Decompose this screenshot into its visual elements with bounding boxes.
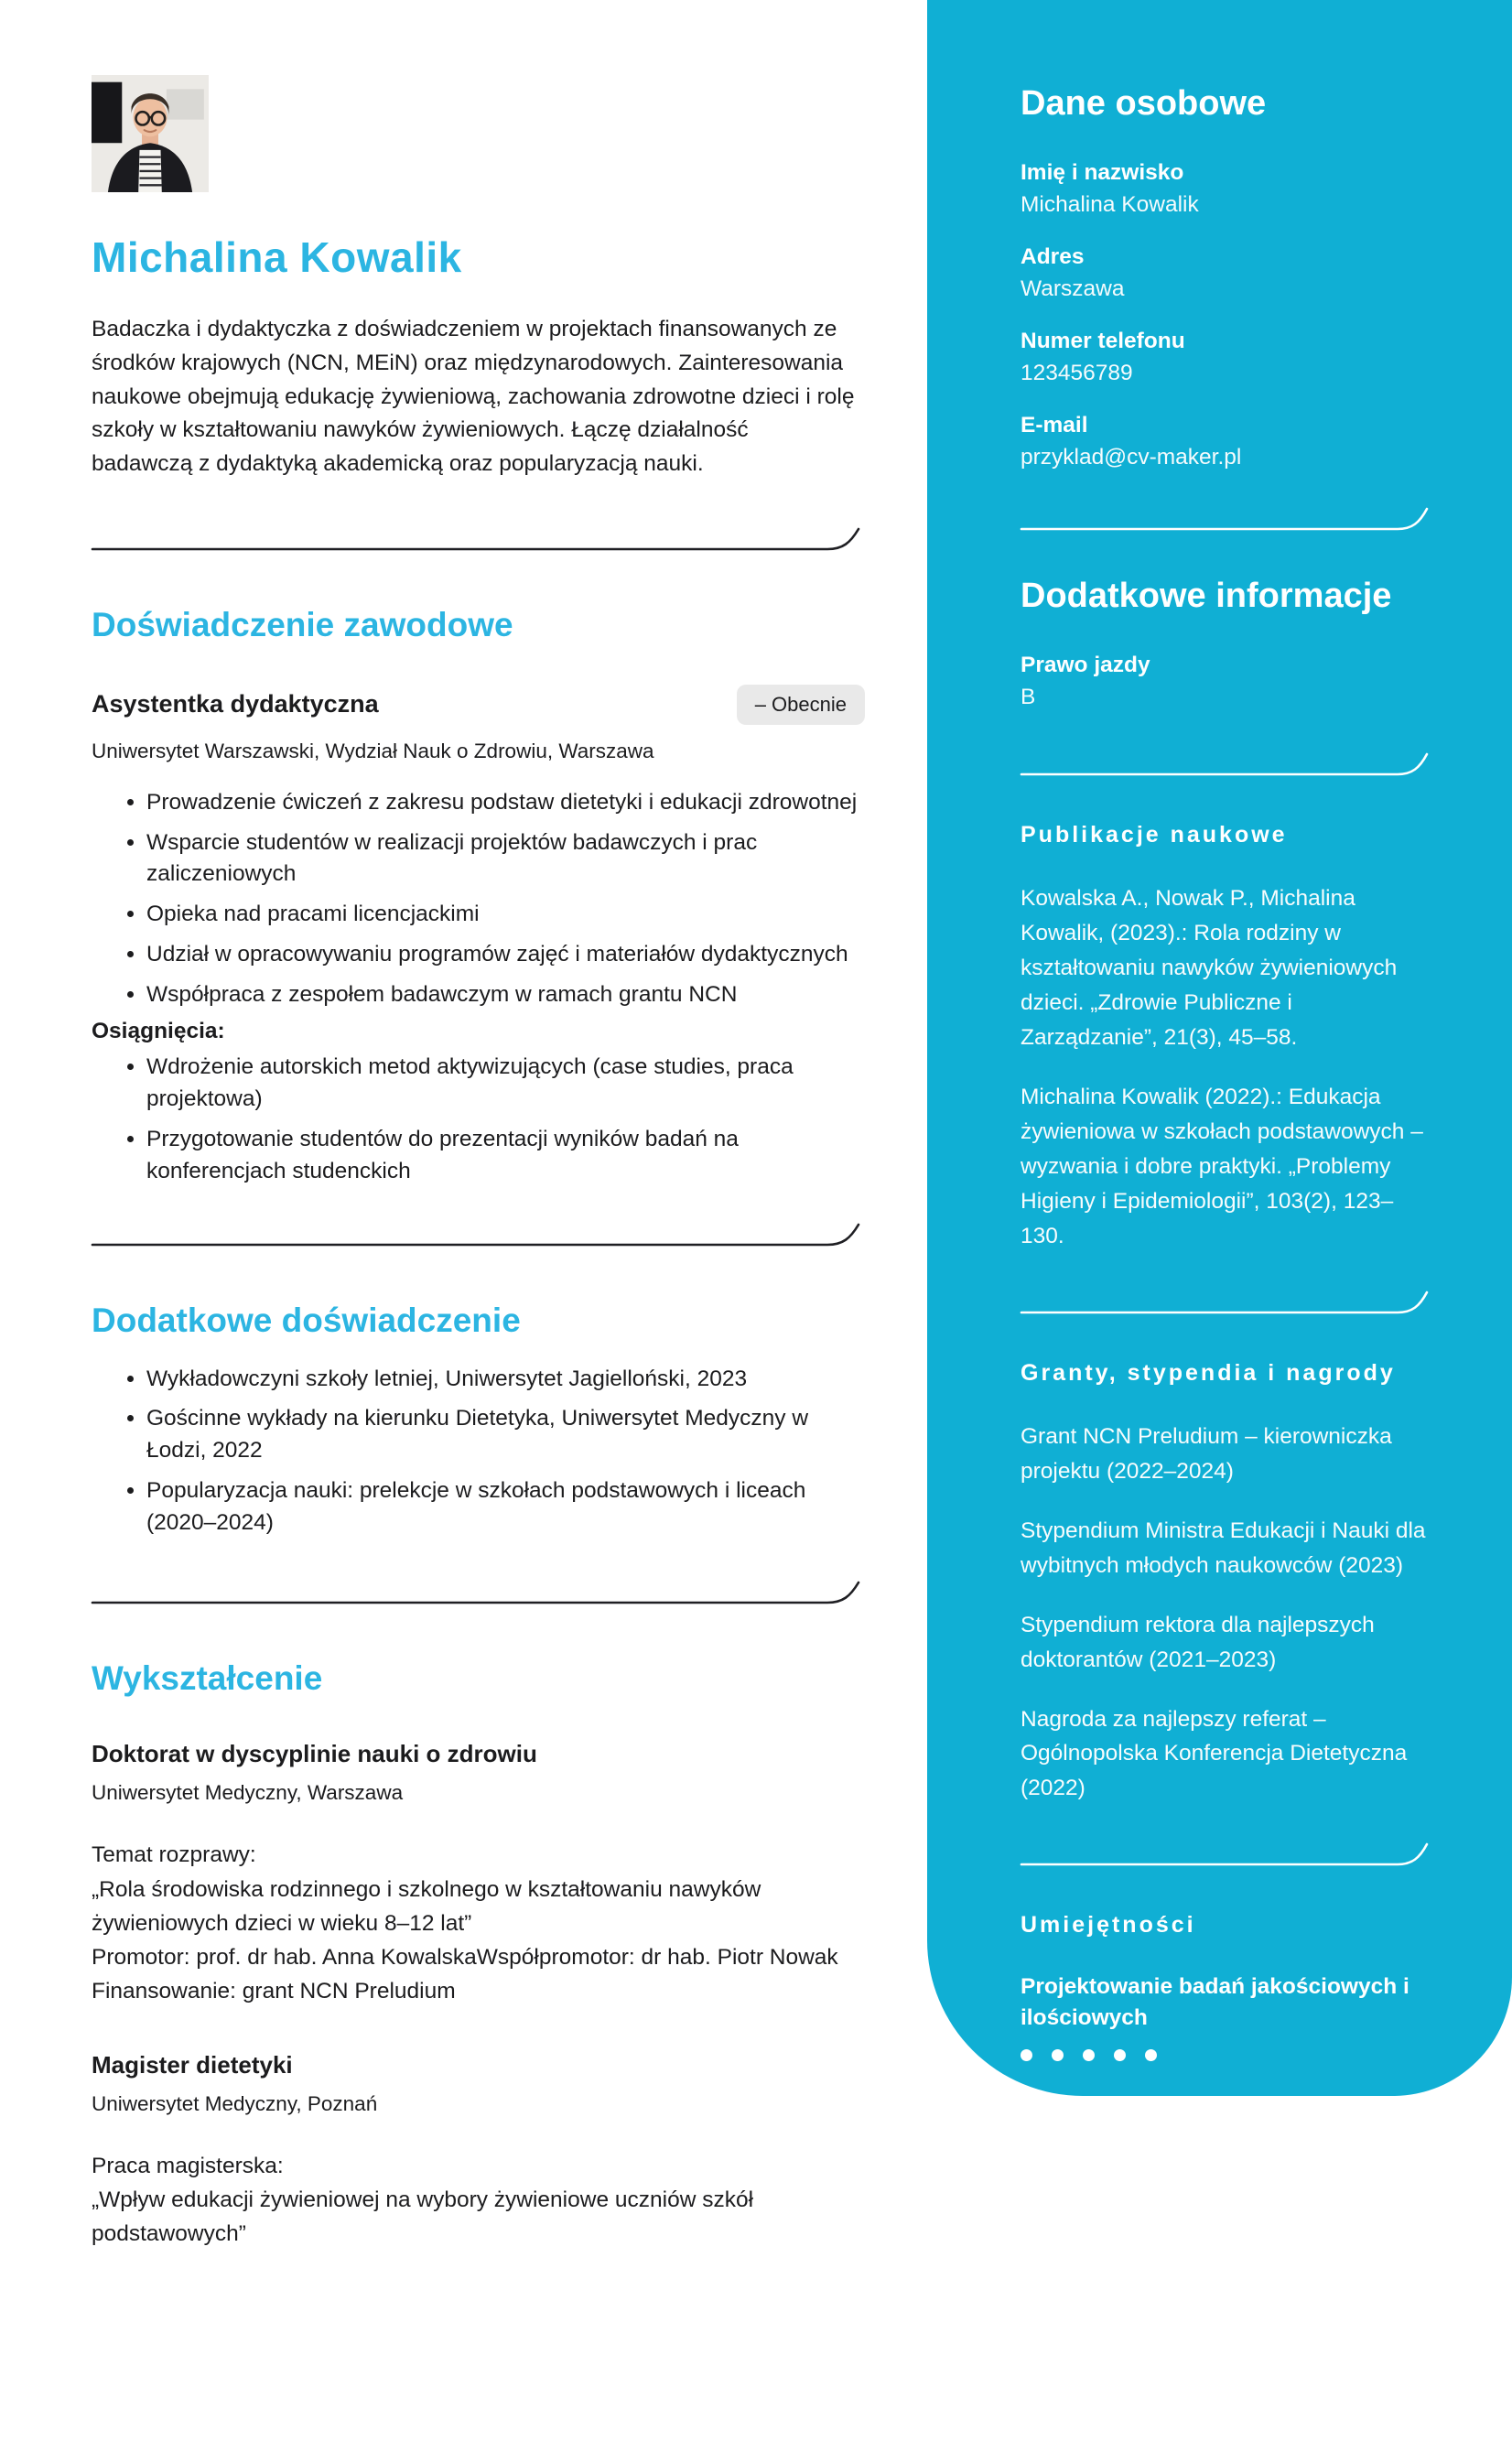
detail-line: Promotor: prof. dr hab. Anna KowalskaWspółpromotor: dr hab. Piotr Nowak [92, 1945, 838, 1971]
detail-line: „Wpływ edukacji żywieniowej na wybory żywieniowe uczniów szkół podstawowych” [92, 2187, 754, 2247]
grant-item: Grant NCN Preludium – kierowniczka projektu (2022–2024) [1021, 1423, 1392, 1484]
rating-dot-filled [1021, 2225, 1032, 2237]
section-divider [92, 1581, 865, 1604]
section-divider [92, 1223, 865, 1247]
rating-dot-filled [1304, 2363, 1316, 2375]
degree-details [92, 1838, 855, 2008]
sidebar-title-grants: Granty, stypendia i nagrody [1021, 1359, 1396, 1386]
rating-dot-filled [1392, 2363, 1404, 2375]
field-label: Prawo jazdy [1021, 653, 1150, 677]
sidebar-title-personal: Dane osobowe [1021, 84, 1267, 123]
detail-line: Finansowanie: grant NCN Preludium [92, 1979, 456, 2004]
rating-dot-filled [1304, 2420, 1316, 2432]
detail-line: Praca magisterska: [92, 2153, 284, 2178]
rating-dot-filled [1145, 2049, 1157, 2061]
section-title-experience: Doświadczenie zawodowe [92, 605, 513, 643]
list-item: • Prowadzenie ćwiczeń z zakresu podstaw dietetyki i edukacji zdrowotnej [146, 787, 865, 819]
field-value: B [1021, 685, 1036, 709]
detail-line: „Rola środowiska rodzinnego i szkolnego w kształtowaniu nawyków żywieniowych dzieci w wieku 8–12 lat” [92, 1876, 761, 1936]
sidebar-title-skills: Umiejętności [1021, 1912, 1196, 1939]
rating-dot-filled [1334, 2363, 1345, 2375]
rating-dot-filled [1145, 2312, 1157, 2324]
field-label: Adres [1021, 244, 1085, 269]
rating-dot-filled [1021, 2137, 1032, 2149]
grant-item: Stypendium rektora dla najlepszych doktorantów (2021–2023) [1021, 1612, 1375, 1672]
list-item: • Przygotowanie studentów do prezentacji wyników badań na konferencjach studenckich [146, 1124, 865, 1188]
profile-photo [92, 75, 209, 192]
list-item: • Wsparcie studentów w realizacji projektów badawczych i prac zaliczeniowych [146, 827, 865, 891]
list-item: • Opieka nad pracami licencjackimi [146, 899, 865, 931]
list-item: • Gościnne wykłady na kierunku Dietetyka, Uniwersytet Medyczny w Łodzi, 2022 [146, 1403, 865, 1467]
skill-rating-dots [1021, 2137, 1433, 2149]
profile-summary: Badaczka i dydaktyczka z doświadczeniem w projektach finansowanych ze środków krajowych (NCN, MEiN) oraz międzynarodowych. Zainteresowania naukowe obejmują edukację żywieniową, zachowania zdrowotne dzieci i rolę szkoły w kształtowaniu nawyków żywieniowych. Łączę działalność badawczą z dydaktyką akademicką oraz popularyzacją nauki. [92, 317, 855, 476]
list-item: • Wdrożenie autorskich metod aktywizujących (case studies, praca projektowa) [146, 1052, 865, 1116]
skill-item [1021, 2266, 1433, 2325]
rating-dot-filled [1052, 2225, 1064, 2237]
rating-dot-filled [1145, 2225, 1157, 2237]
rating-dot-filled [1083, 2049, 1095, 2061]
rating-dot-filled [1363, 2363, 1375, 2375]
sidebar-title-publications: Publikacje naukowe [1021, 822, 1288, 848]
skill-name: Recenzowanie prac studenckich [1021, 2268, 1366, 2294]
degree-title: Doktorat w dyscyplinie nauki o zdrowiu [92, 1740, 537, 1768]
skill-rating-dots [1021, 2225, 1433, 2237]
detail-line: Temat rozprawy: [92, 1842, 256, 1868]
achievements-label: Osiągnięcia: [92, 1019, 225, 1044]
personal-field [1021, 413, 1433, 470]
achievements-bullet-list [92, 1052, 865, 1187]
skill-rating-dots [1304, 2363, 1433, 2375]
rating-dot-filled [1421, 2420, 1433, 2432]
skill-rating-dots [1021, 2049, 1433, 2061]
sidebar-divider [1021, 1842, 1433, 1866]
skill-rating-dots [1021, 2312, 1433, 2324]
rating-dot-filled [1114, 2049, 1126, 2061]
sidebar-divider [1021, 752, 1433, 776]
section-title-additional-experience: Dodatkowe doświadczenie [92, 1301, 521, 1339]
skill-item [1021, 2090, 1433, 2149]
list-item: • Popularyzacja nauki: prelekcje w szkołach podstawowych i liceach (2020–2024) [146, 1475, 865, 1539]
sidebar [927, 0, 1512, 2438]
profile-photo-illustration [92, 75, 209, 192]
rating-dot-filled [1145, 2137, 1157, 2149]
field-value: Warszawa [1021, 276, 1125, 301]
skill-name: Projektowanie badań jakościowych i ilościowych [1021, 1974, 1409, 2031]
degree-school: Uniwersytet Medyczny, Poznań [92, 2091, 378, 2115]
list-item: • Współpraca z zespołem badawczym w ramach grantu NCN [146, 979, 865, 1011]
publication-item: Kowalska A., Nowak P., Michalina Kowalik, (2023).: Rola rodziny w kształtowaniu nawyków żywieniowych dzieci. „Zdrowie Publiczne i Zarządzanie”, 21(3), 45–58. [1021, 886, 1398, 1050]
field-value: Michalina Kowalik [1021, 192, 1199, 217]
skill-item [1021, 2410, 1433, 2441]
education-entry [92, 1740, 865, 2008]
additional-info-fields [1021, 653, 1433, 710]
field-label: Imię i nazwisko [1021, 160, 1184, 185]
rating-dot-filled [1052, 2137, 1064, 2149]
job-organization: Uniwersytet Warszawski, Wydział Nauk o Zdrowiu, Warszawa [92, 739, 654, 762]
job-header-row [92, 685, 865, 725]
grant-item: Nagroda za najlepszy referat – Ogólnopolska Konferencja Dietetyczna (2022) [1021, 1706, 1408, 1801]
rating-dot-filled [1421, 2363, 1433, 2375]
field-label: Numer telefonu [1021, 329, 1185, 353]
personal-field [1021, 329, 1433, 386]
list-item: • Wykładowczyni szkoły letniej, Uniwersytet Jagielloński, 2023 [146, 1364, 865, 1396]
rating-dot-filled [1052, 2049, 1064, 2061]
degree-school: Uniwersytet Medyczny, Warszawa [92, 1781, 404, 1805]
rating-dot-filled [1334, 2420, 1345, 2432]
personal-field [1021, 160, 1433, 218]
skill-item [1021, 2353, 1433, 2384]
field-value: przyklad@cv-maker.pl [1021, 445, 1242, 470]
field-value: 123456789 [1021, 361, 1133, 385]
rating-dot-filled [1114, 2312, 1126, 2324]
rating-dot-filled [1114, 2137, 1126, 2149]
section-divider [92, 527, 865, 551]
degree-details [92, 2149, 855, 2252]
skill-item [1021, 1971, 1433, 2061]
field-label: E-mail [1021, 413, 1088, 437]
skill-name: Pisanie artykułów naukowych [1021, 2180, 1339, 2206]
experience-bullet-list [92, 787, 865, 1011]
list-item: • Udział w opracowywaniu programów zajęć i materiałów dydaktycznych [146, 939, 865, 971]
skill-name: Wystąpienia publiczne [1021, 2413, 1261, 2438]
skill-item [1021, 2178, 1433, 2237]
education-entry [92, 2051, 865, 2252]
page-title: Michalina Kowalik [92, 233, 462, 281]
sidebar-divider [1021, 507, 1433, 531]
rating-dot-filled [1021, 2312, 1032, 2324]
additional-experience-list [92, 1364, 865, 1539]
section-title-education: Wykształcenie [92, 1659, 323, 1698]
skill-rating-dots [1304, 2420, 1433, 2432]
rating-dot-filled [1083, 2137, 1095, 2149]
rating-dot-filled [1114, 2225, 1126, 2237]
grant-item: Stypendium Ministra Edukacji i Nauki dla wybitnych młodych naukowców (2023) [1021, 1518, 1426, 1578]
rating-dot-filled [1392, 2420, 1404, 2432]
rating-dot-filled [1021, 2049, 1032, 2061]
personal-field [1021, 244, 1433, 302]
skill-name: Dydaktyka akademicka [1021, 2356, 1267, 2382]
sidebar-divider [1021, 1291, 1433, 1314]
publication-item: Michalina Kowalik (2022).: Edukacja żywieniowa w szkołach podstawowych – wyzwania i dobre praktyki. „Problemy Higieny i Epidemiologii”, 103(2), 123–130. [1021, 1084, 1423, 1248]
rating-dot-filled [1363, 2420, 1375, 2432]
job-title: Asystentka dydaktyczna [92, 690, 379, 718]
sidebar-title-additional-info: Dodatkowe informacje [1021, 577, 1392, 615]
rating-dot-filled [1083, 2312, 1095, 2324]
rating-dot-filled [1052, 2312, 1064, 2324]
skill-name: Analiza danych (SPSS, R – podstawy) [1021, 2093, 1422, 2118]
current-job-badge: – Obecnie [737, 685, 865, 725]
rating-dot-filled [1083, 2225, 1095, 2237]
degree-title: Magister dietetyki [92, 2050, 293, 2079]
personal-fields [1021, 160, 1433, 470]
additional-info-field [1021, 653, 1433, 710]
